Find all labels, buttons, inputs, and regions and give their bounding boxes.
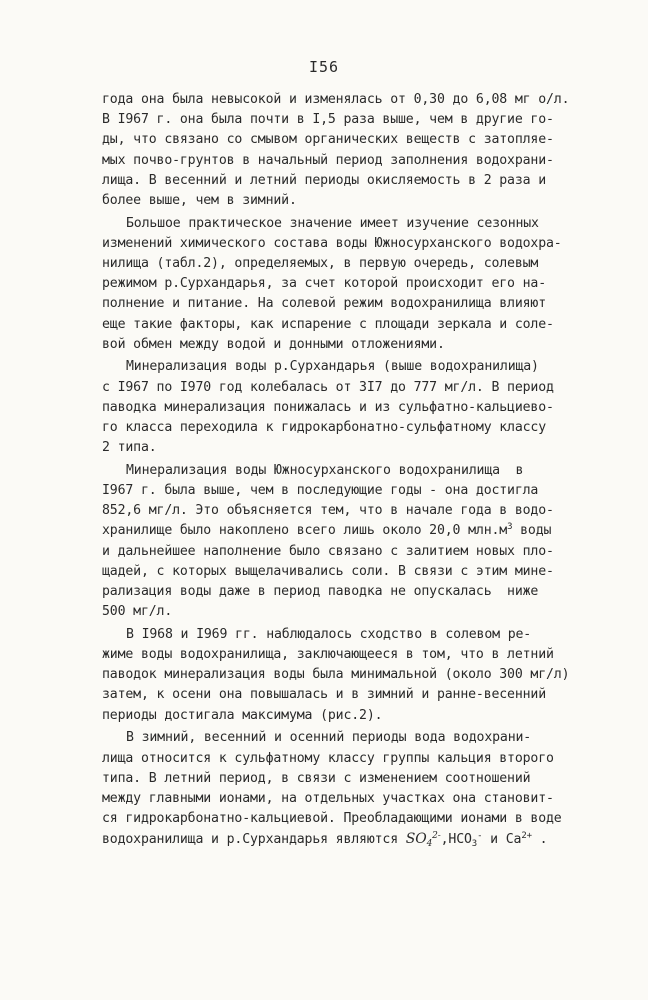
text-line: режимом р.Сурхандарья, за счет которой происходит его на-: [102, 276, 547, 292]
text-line: Минерализация воды р.Сурхандарья (выше водохранилища): [126, 359, 539, 375]
volume-exponent: 3: [507, 522, 513, 533]
text-line: Минерализация воды Южносурханского водохранилища в: [126, 462, 524, 478]
paragraph-1: [102, 90, 572, 211]
page-number: I56: [308, 58, 340, 76]
text-line: изменений химического состава воды Южносурханского водохра-: [102, 235, 562, 251]
text-line: В I967 г. она была почти в I,5 раза выше, чем в другие го-: [102, 112, 554, 128]
text-line: ся гидрокарбонатно-кальциевой. Преобладающими ионами в воде: [102, 811, 562, 827]
text-line: мых почво-грунтов в начальный период заполнения водохрани-: [102, 152, 554, 168]
text-line: 852,6 мг/л. Это объясняется тем, что в начале года в водо-: [102, 503, 554, 519]
text-line: В I968 и I969 гг. наблюдалось сходство в солевом ре-: [126, 626, 532, 642]
text-line: 500 мг/л.: [102, 604, 173, 620]
text-line: В зимний, весенний и осенний периоды вода водохрани-: [126, 730, 532, 746]
paragraph-6: [102, 728, 572, 849]
text-segment: воды: [512, 523, 552, 539]
text-line: щадей, с которых выщелачивались соли. В связи с этим мине-: [102, 563, 554, 579]
text-line: паводка минерализация понижалась и из сульфатно-кальциево-: [102, 399, 554, 415]
text-line: лища относится к сульфатному классу группы кальция второго: [102, 750, 554, 766]
text-line: полнение и питание. На солевой режим водохранилища влияют: [102, 296, 547, 312]
ion-sulfate: $SO_4^{2-}$: [405, 831, 441, 850]
text-line: еще такие факторы, как испарение с площади зеркала и соле-: [102, 316, 554, 332]
text-segment: .: [531, 832, 548, 848]
paragraph-2: [102, 214, 572, 355]
paragraph-3: [102, 357, 572, 458]
text-line: паводок минерализация воды была минимальной (около 300 мг/л): [102, 667, 570, 683]
paragraph-4: [102, 461, 572, 623]
text-segment: хранилище было накоплено всего лишь около 20,0 млн.м: [102, 523, 508, 539]
text-line: вой обмен между водой и донными отложениями.: [102, 336, 445, 352]
text-line: I967 г. была выше, чем в последующие годы - она достигла: [102, 483, 539, 499]
text-line: ды, что связано со смывом органических веществ с затопляе-: [102, 132, 554, 148]
body-text: [102, 90, 572, 849]
text-line: между главными ионами, на отдельных участках она становит-: [102, 790, 554, 806]
text-line: года она была невысокой и изменялась от 0,30 до 6,08 мг о/л.: [102, 92, 570, 107]
text-line: с I967 по I970 год колебалась от 3I7 до 777 мг/л. В период: [102, 379, 554, 395]
text-line: лища. В весенний и летний периоды окисляемость в 2 раза и: [102, 172, 547, 188]
text-line: [102, 521, 572, 541]
text-line: нилища (табл.2), определяемых, в первую очередь, солевым: [102, 256, 539, 271]
text-line: затем, к осени она повышалась и в зимний и ранне-весенний: [102, 687, 547, 703]
text-line: периоды достигала максимума (рис.2).: [102, 707, 383, 723]
text-line: более выше, чем в зимний.: [102, 192, 297, 208]
ion-calcium: $Ca^{2+}$: [505, 831, 532, 848]
text-line: типа. В летний период, в связи с изменением соотношений: [102, 770, 531, 786]
text-segment: водохранилища и р.Сурхандарья являются: [102, 832, 406, 848]
text-line: [102, 829, 572, 849]
text-line: рализация воды даже в период паводка не опускалась ниже: [102, 584, 539, 599]
text-line: го класса переходила к гидрокарбонатно-сульфатному классу: [102, 420, 547, 435]
text-line: Большое практическое значение имеет изучение сезонных: [126, 215, 539, 231]
text-line: и дальнейшее наполнение было связано с залитием новых пло-: [102, 543, 554, 559]
text-segment: и: [482, 832, 506, 848]
ion-bicarbonate: $,HCO_3^-$: [440, 831, 483, 850]
text-line: 2 типа.: [102, 440, 157, 456]
paragraph-5: [102, 625, 572, 726]
text-line: жиме воды водохранилища, заключающееся в том, что в летний: [102, 647, 554, 663]
